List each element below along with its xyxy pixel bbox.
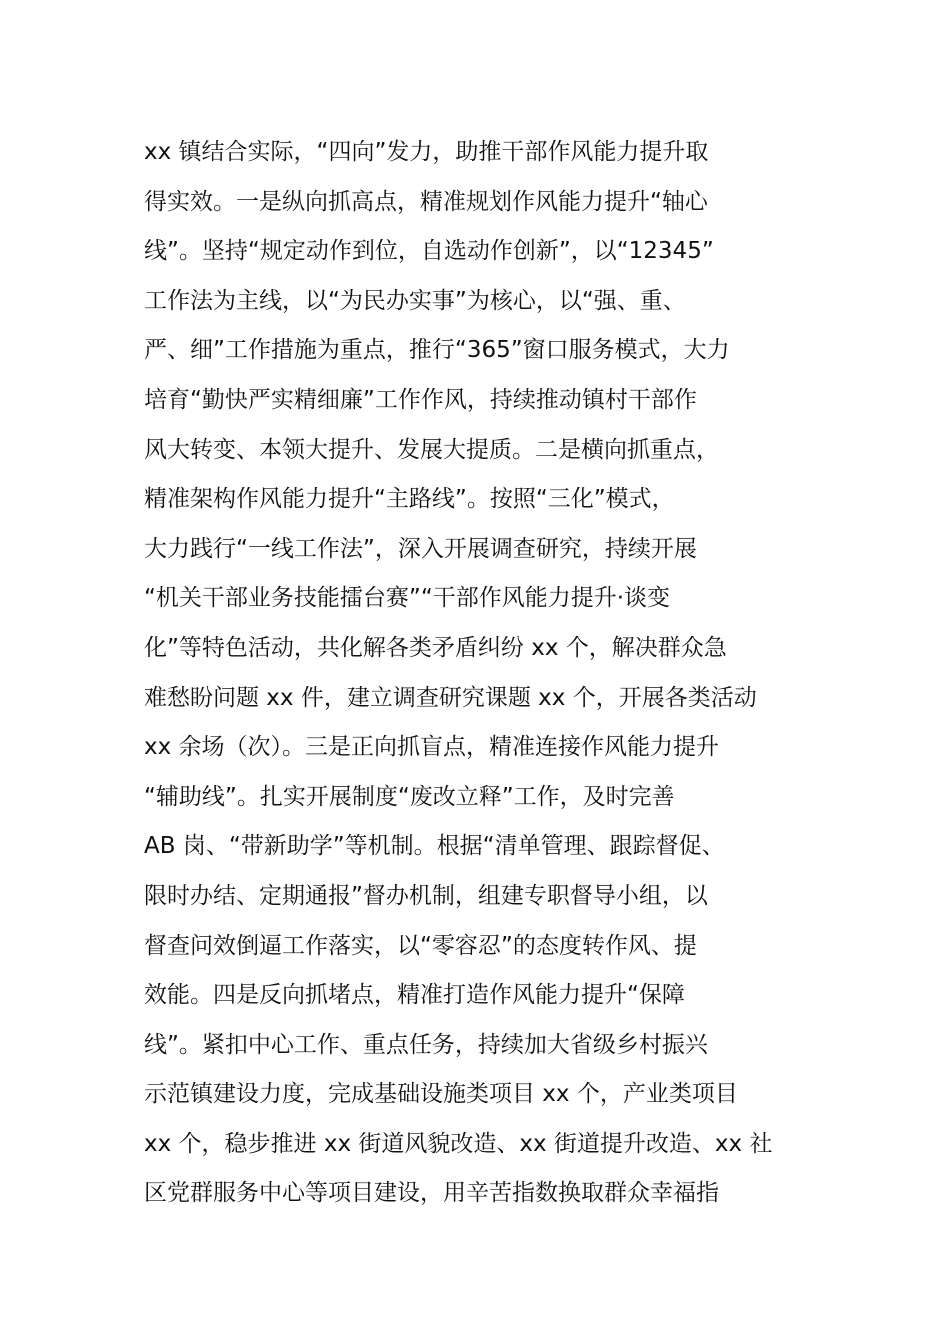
text-line: 精准架构作风能力提升“主路线”。按照“三化”模式， — [144, 486, 675, 513]
text-line: 得实效。一是纵向抓高点，精准规划作风能力提升“轴心 — [144, 188, 708, 215]
text-line: 区党群服务中心等项目建设，用辛苦指数换取群众幸福指 — [144, 1180, 719, 1207]
text-line: 效能。四是反向抓堵点，精准打造作风能力提升“保障 — [144, 982, 685, 1009]
text-line: xx 余场（次）。三是正向抓盲点，精准连接作风能力提升 — [144, 734, 720, 761]
text-line: 大力践行“一线工作法”，深入开展调查研究，持续开展 — [144, 535, 697, 562]
text-line: AB 岗、“带新助学”等机制。根据“清单管理、跟踪督促、 — [144, 833, 725, 860]
text-line: “机关干部业务技能擂台赛”“干部作风能力提升·谈变 — [144, 585, 671, 612]
text-line: xx 镇结合实际，“四向”发力，助推干部作风能力提升取 — [144, 139, 709, 165]
text-line: 培育“勤快严实精细廉”工作作风，持续推动镇村干部作 — [144, 386, 697, 413]
text-line: 工作法为主线，以“为民办实事”为核心，以“强、重、 — [144, 287, 686, 314]
text-line: 线”。紧扣中心工作、重点任务，持续加大省级乡村振兴 — [144, 1031, 708, 1058]
text-line: 督查问效倒逼工作落实，以“零容忍”的态度转作风、提 — [144, 932, 697, 959]
text-line: 化”等特色活动，共化解各类矛盾纠纷 xx 个，解决群众急 — [144, 634, 727, 661]
body-paragraph — [144, 128, 824, 1219]
text-line: 难愁盼问题 xx 件，建立调查研究课题 xx 个，开展各类活动 — [144, 684, 757, 711]
text-line: 示范镇建设力度，完成基础设施类项目 xx 个，产业类项目 — [144, 1081, 738, 1108]
text-line: “辅助线”。扎实开展制度“废改立释”工作，及时完善 — [144, 783, 675, 810]
text-line: 限时办结、定期通报”督办机制，组建专职督导小组，以 — [144, 882, 708, 909]
text-line: xx 个，稳步推进 xx 街道风貌改造、xx 街道提升改造、xx 社 — [144, 1130, 773, 1157]
text-line: 风大转变、本领大提升、发展大提质。二是横向抓重点， — [144, 436, 719, 463]
text-line: 线”。坚持“规定动作到位，自选动作创新”，以“12345” — [144, 238, 714, 265]
text-line: 严、细”工作措施为重点，推行“365”窗口服务模式，大力 — [144, 337, 730, 364]
